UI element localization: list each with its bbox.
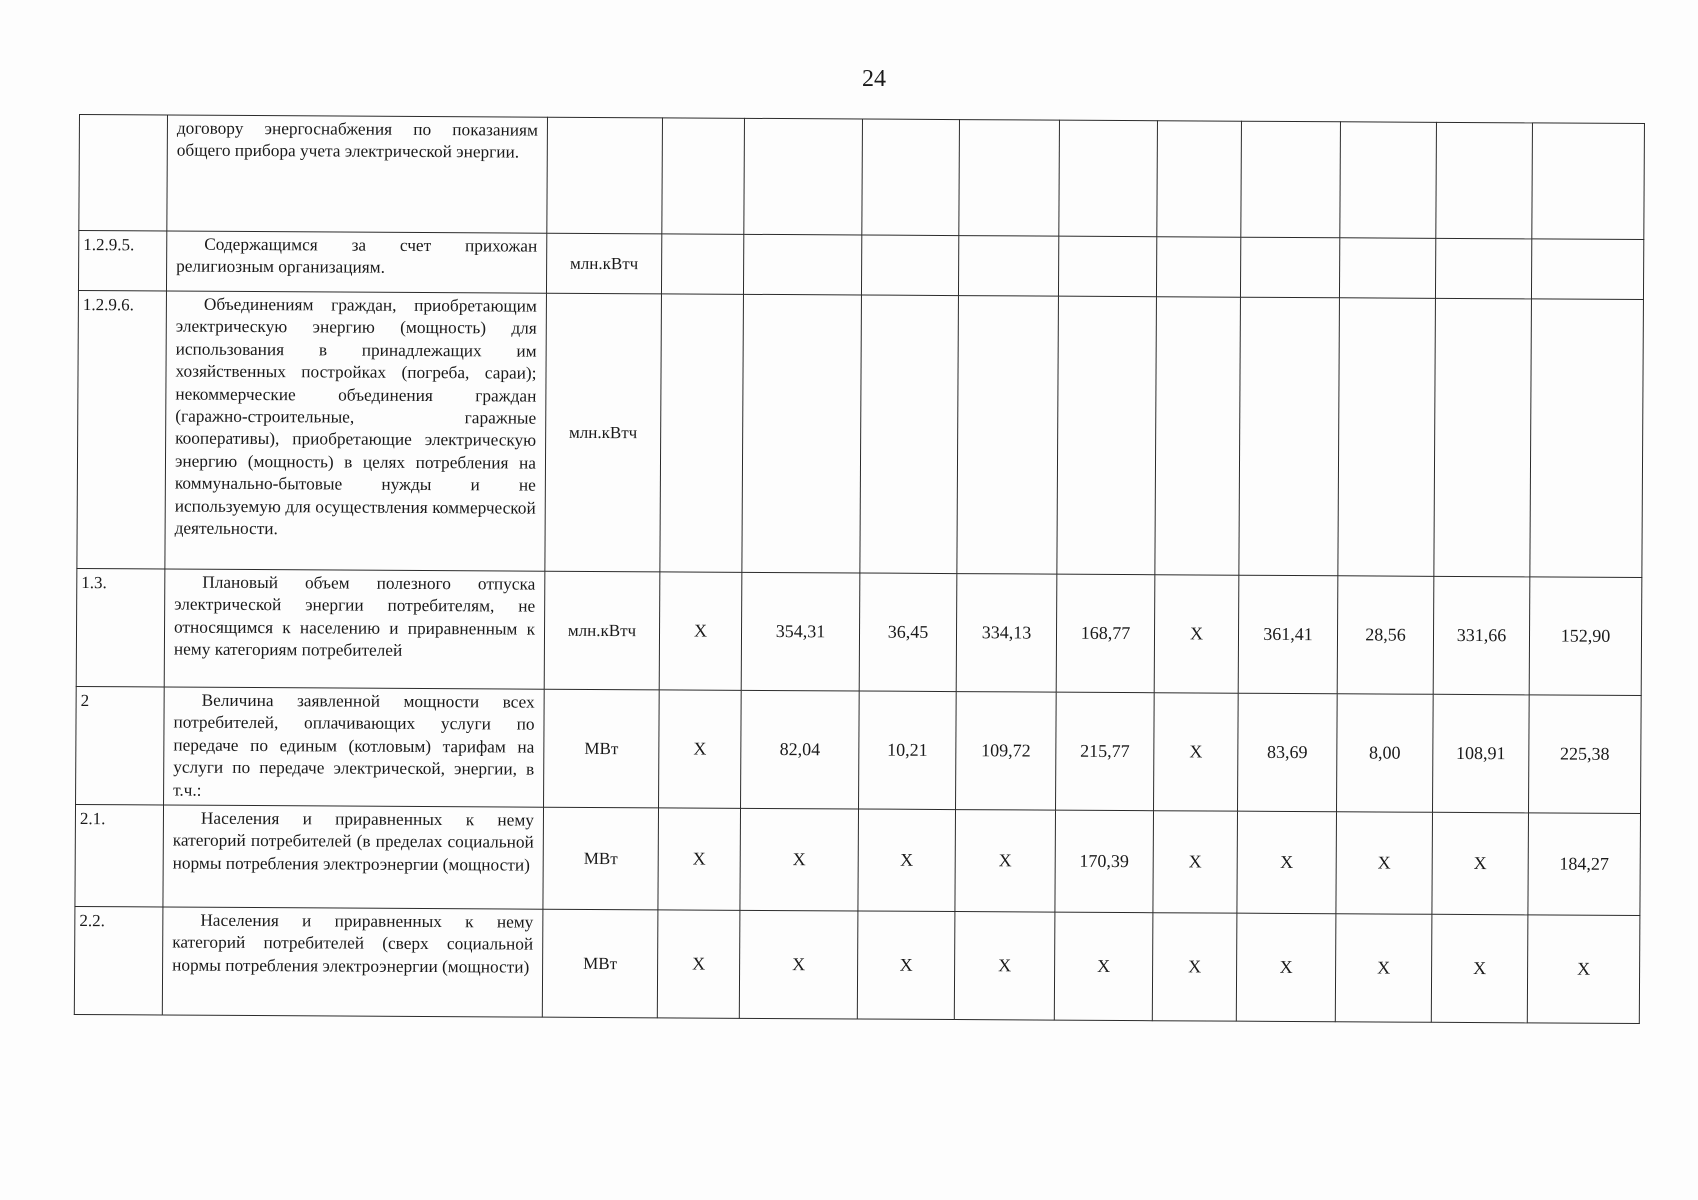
value-cell: 36,45 [859, 573, 957, 692]
table-row [77, 290, 1644, 577]
value-cell: 361,41 [1238, 575, 1338, 694]
value-cell: Х [1152, 913, 1237, 1021]
table-row [75, 804, 1641, 915]
value-cell: Х [659, 572, 742, 690]
value-cell: 83,69 [1238, 693, 1338, 812]
row-unit: МВт [543, 807, 659, 910]
value-cell [957, 296, 1059, 575]
value-cell: Х [1432, 812, 1529, 915]
row-description: Плановый объем полезного отпуска электрической энергии потребителям, не относящимся к населению и приравненным к нему категориям потребителей [164, 569, 545, 689]
value-cell: Х [1527, 915, 1640, 1024]
value-cell [862, 119, 960, 236]
row-number [79, 115, 168, 232]
value-cell: 28,56 [1337, 576, 1434, 695]
value-cell: 82,04 [741, 690, 860, 809]
value-cell [662, 118, 745, 234]
row-description: Объединениям граждан, приобретающим электрическую энергию (мощность) для использования в принадлежащих им хозяйственных постройках (погреба, сараи); некоммерческие объединения граждан (гаражно-строительные, гаражные кооперативы), приобретающие электрическую энергию (мощность) в целях потребления на коммунально-бытовые нужды и не используемую для осуществления коммерческой деятельности. [165, 291, 547, 571]
value-cell [1239, 297, 1340, 576]
row-number: 1.2.9.5. [78, 231, 166, 292]
row-number: 1.3. [76, 568, 165, 687]
value-cell: Х [1335, 914, 1432, 1023]
value-cell [661, 234, 743, 294]
value-cell [860, 295, 959, 574]
table-row [79, 115, 1645, 240]
value-cell: Х [657, 910, 740, 1018]
value-cell [861, 235, 958, 296]
value-cell [1241, 121, 1341, 238]
value-cell: 215,77 [1056, 692, 1155, 811]
value-cell: 10,21 [859, 691, 957, 810]
table-row [78, 231, 1643, 300]
value-cell: Х [740, 808, 859, 911]
value-cell: Х [1336, 812, 1433, 915]
value-cell [744, 118, 863, 235]
value-cell [1436, 122, 1533, 239]
value-cell: Х [1237, 811, 1337, 914]
value-cell: 334,13 [956, 574, 1057, 693]
value-cell [1059, 120, 1158, 237]
value-cell [1157, 121, 1242, 237]
row-unit: МВт [544, 689, 660, 808]
tariff-table [74, 114, 1645, 1024]
value-cell [1530, 299, 1644, 578]
value-cell [958, 236, 1058, 297]
value-cell: Х [1236, 913, 1336, 1022]
value-cell [1435, 238, 1531, 299]
row-number: 2 [76, 686, 165, 805]
value-cell: 8,00 [1337, 694, 1434, 813]
row-description: Населения и приравненных к нему категорий потребителей (сверх социальной нормы потребления электроэнергии (мощности) [162, 907, 543, 1017]
value-cell: 331,66 [1433, 576, 1530, 695]
value-cell [1434, 298, 1532, 577]
table-row [76, 686, 1642, 813]
value-cell: Х [857, 911, 955, 1020]
value-cell [1240, 237, 1339, 298]
value-cell: 108,91 [1433, 694, 1530, 813]
value-cell: Х [955, 810, 1056, 913]
value-cell: 109,72 [956, 692, 1057, 811]
row-number: 2.1. [75, 804, 164, 907]
value-cell: Х [1154, 693, 1239, 811]
row-unit [547, 117, 663, 234]
value-cell: 354,31 [741, 572, 860, 691]
row-description: Содержащимся за счет прихожан религиозным организациям. [166, 231, 546, 293]
value-cell [959, 120, 1060, 237]
row-description: договору энергоснабжения по показаниям общего прибора учета электрической энергии. [167, 115, 548, 233]
table-row [74, 906, 1640, 1023]
row-description: Населения и приравненных к нему категорий потребителей (в пределах социальной нормы потребления электроэнергии (мощности) [163, 805, 544, 909]
value-cell: 225,38 [1528, 695, 1641, 814]
value-cell: 152,90 [1529, 577, 1642, 696]
value-cell: Х [739, 910, 858, 1019]
value-cell: 184,27 [1528, 813, 1641, 916]
value-cell [1339, 238, 1435, 299]
table-row [76, 568, 1642, 695]
value-cell [1340, 122, 1437, 239]
row-unit: млн.кВтч [545, 293, 662, 572]
value-cell [1155, 297, 1241, 575]
row-number: 1.2.9.6. [77, 290, 167, 569]
value-cell [1156, 237, 1240, 297]
value-cell [1532, 123, 1645, 240]
row-unit: МВт [542, 909, 658, 1018]
value-cell: Х [1154, 575, 1239, 693]
value-cell [660, 294, 744, 572]
value-cell [1058, 236, 1156, 297]
row-unit: млн.кВтч [546, 233, 661, 294]
value-cell: Х [1054, 912, 1153, 1021]
row-description: Величина заявленной мощности всех потребителей, оплачивающих услуги по передаче по единым (котловым) тарифам на услуги по передаче электрической, энергии, в т.ч.: [164, 687, 545, 807]
value-cell: Х [1431, 914, 1528, 1023]
value-cell [742, 294, 862, 573]
value-cell: 170,39 [1055, 810, 1154, 913]
value-cell [1057, 296, 1157, 575]
value-cell: 168,77 [1056, 574, 1155, 693]
value-cell [1531, 239, 1643, 300]
row-unit: млн.кВтч [544, 571, 660, 690]
value-cell: Х [658, 808, 741, 910]
value-cell: Х [858, 809, 956, 912]
value-cell: Х [954, 912, 1055, 1021]
page-number: 24 [862, 66, 886, 92]
value-cell: Х [1153, 811, 1238, 913]
value-cell [1338, 298, 1436, 577]
value-cell [743, 234, 861, 295]
row-number: 2.2. [74, 906, 163, 1015]
value-cell: Х [659, 690, 742, 808]
